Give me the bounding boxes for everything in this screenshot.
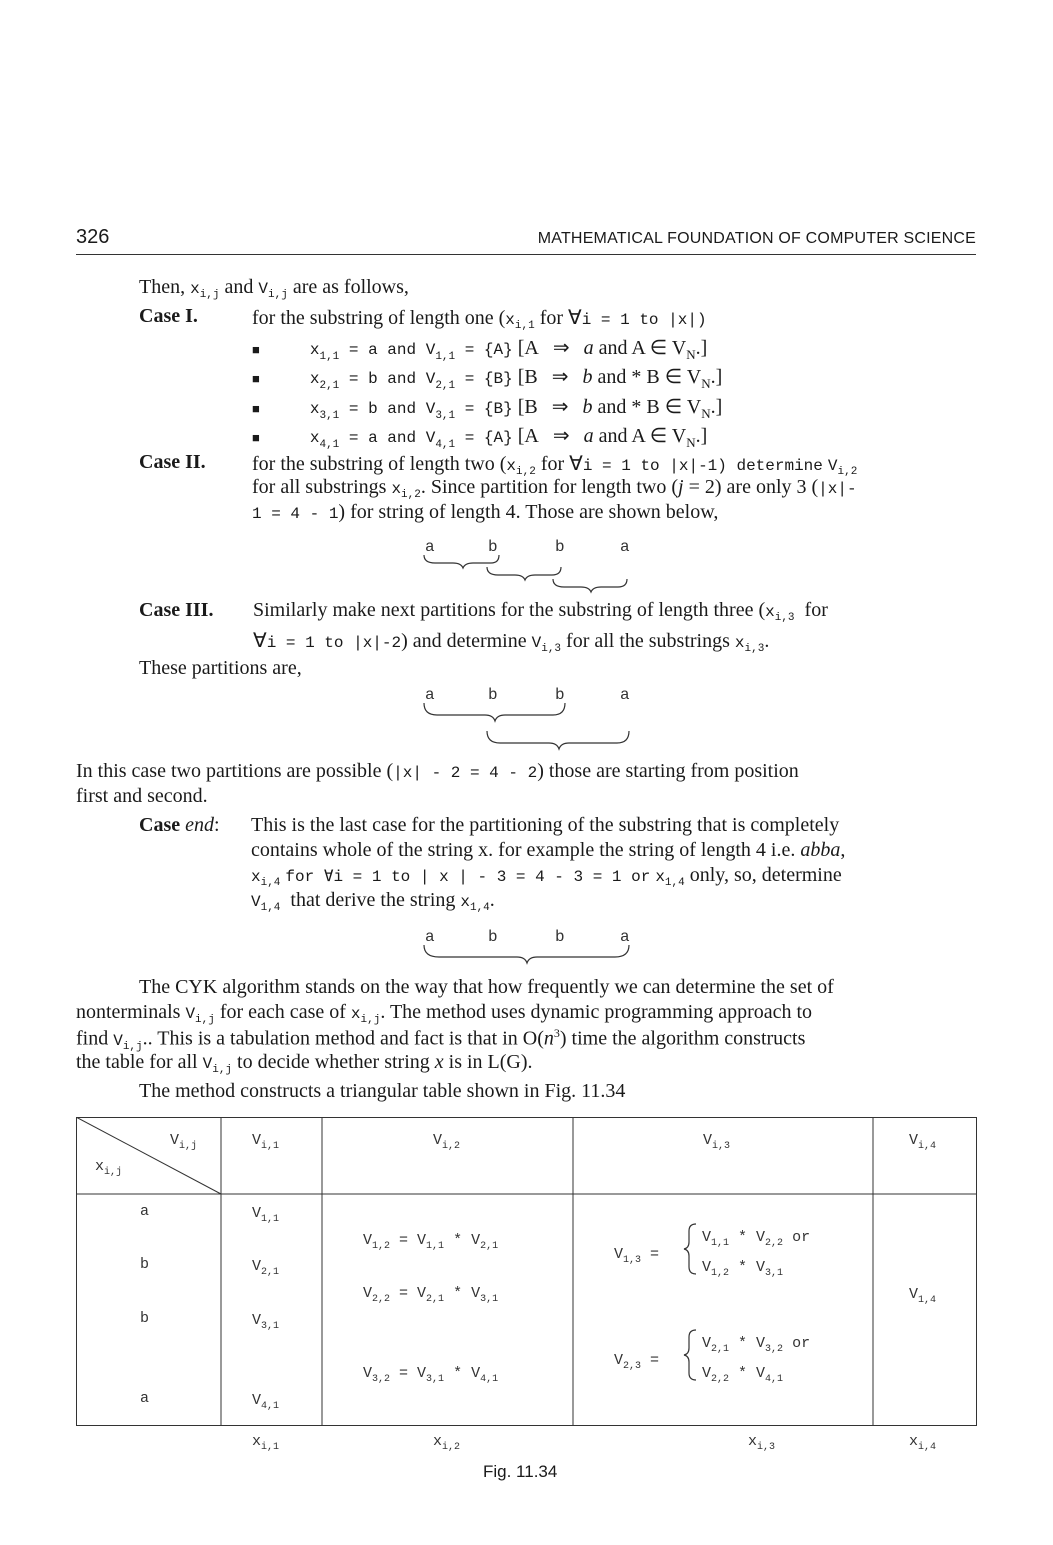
letter-1: a <box>425 928 435 946</box>
corner-v-label: $V_{i,j}$ <box>170 1132 198 1152</box>
col-header-3: $V_{i,3}$ <box>703 1132 731 1152</box>
brace-1 <box>424 945 629 963</box>
table-intro: The method constructs a triangular table shown in Fig. 11.34 <box>139 1080 626 1102</box>
v-3-2-formula: $V_{3,2} = V_{3,1} * V_{4,1}$ <box>363 1365 499 1385</box>
case2-line3: 1 = 4 - 1) for string of length 4. Those are shown below, <box>252 501 719 523</box>
footer-x-3: $x_{i,3}$ <box>748 1433 776 1453</box>
case3-line2: ∀i = 1 to |x|-2) and determine $V_{i,3}$ for all the substrings $x_{i,3}$. <box>253 630 770 656</box>
case2-label: Case II. <box>139 451 206 473</box>
corner-x-label: $x_{i,j}$ <box>95 1158 123 1178</box>
case-end-line3: $x_{i,4}$ for ∀i = 1 to | x | - 3 = 4 - 3 = 1 or $x_{1,4}$ only, so, determine <box>251 864 842 890</box>
figure-caption: Fig. 11.34 <box>483 1462 558 1481</box>
partition-diagram-length-two <box>415 535 645 595</box>
row-label-4: a <box>140 1390 150 1407</box>
v-1-3-lhs: $V_{1,3}$ = <box>614 1246 660 1266</box>
v-2-3-option-2: $V_{2,2} * V_{4,1}$ <box>702 1365 784 1385</box>
case1-bullet-item: ■ $x_{4,1} = a$ and $V_{4,1} = \{A\}$ [A ⇒ a and A ∈ $V_N$.] <box>252 425 708 451</box>
brace-1 <box>424 555 499 568</box>
col-header-2: $V_{i,2}$ <box>433 1132 461 1152</box>
row-label-1: a <box>140 1203 150 1220</box>
col-header-1: $V_{i,1}$ <box>252 1132 280 1152</box>
case-end-line1: This is the last case for the partitioning of the substring that is completely <box>251 814 840 836</box>
partitions-intro: These partitions are, <box>139 657 302 679</box>
case-end-line4: $V_{1,4}$ that derive the string $x_{1,4}$. <box>251 889 495 915</box>
letter-3: b <box>555 538 565 556</box>
case1-bullet-item: ■ $x_{3,1} = b$ and $V_{3,1} = \{B\}$ [B ⇒ b and * B ∈ $V_N$.] <box>252 396 723 422</box>
bullet-square-icon: ■ <box>252 342 260 357</box>
letter-3: b <box>555 928 565 946</box>
v-4-1-cell: $V_{4,1}$ <box>252 1392 280 1412</box>
cyk-line3: find $V_{i,j}$.. This is a tabulation method and fact is that in $O(n^3)$ time the algorithm constructs <box>76 1026 806 1053</box>
row-label-3: b <box>140 1310 150 1327</box>
cyk-table-grid <box>76 1117 978 1427</box>
v-2-2-formula: $V_{2,2} = V_{2,1} * V_{3,1}$ <box>363 1285 499 1305</box>
two-partitions-line2: first and second. <box>76 785 208 807</box>
two-partitions-line1: In this case two partitions are possible (|x| - 2 = 4 - 2) those are starting from position <box>76 760 799 782</box>
case2-line2: for all substrings $x_{i,2}$. Since partition for length two (j = 2) are only 3 (|x|- <box>252 476 857 502</box>
page-number: 326 <box>76 226 110 248</box>
case2-line1: for the substring of length two ($x_{i,2}$ for ∀i = 1 to |x|-1) determine $V_{i,2}$ <box>252 453 858 479</box>
bullet-square-icon: ■ <box>252 371 260 386</box>
v-2-3-option-1: $V_{2,1} * V_{3,2}$ or <box>702 1335 811 1355</box>
v-1-3-option-1: $V_{1,1} * V_{2,2}$ or <box>702 1229 811 1249</box>
letter-4: a <box>620 538 630 556</box>
brace-3 <box>553 579 627 592</box>
brace-2 <box>487 567 561 580</box>
v-3-1-cell: $V_{3,1}$ <box>252 1312 280 1332</box>
row-label-2: b <box>140 1256 150 1273</box>
footer-x-2: $x_{i,2}$ <box>433 1433 461 1453</box>
case1-text: for the substring of length one ($x_{i,1}$ for ∀i = 1 to |x|) <box>252 307 707 333</box>
header-rule <box>76 254 976 255</box>
case3-line1: Similarly make next partitions for the substring of length three ($x_{i,3}$ for <box>253 599 828 625</box>
footer-x-1: $x_{i,1}$ <box>252 1433 280 1453</box>
letter-1: a <box>425 686 435 704</box>
letter-4: a <box>620 928 630 946</box>
case1-label: Case I. <box>139 305 198 327</box>
col-header-4: $V_{i,4}$ <box>909 1132 937 1152</box>
cyk-line4: the table for all $V_{i,j}$ to decide whether string x is in L(G). <box>76 1051 533 1077</box>
letter-4: a <box>620 686 630 704</box>
partition-diagram-length-three <box>415 683 645 755</box>
v-1-1-cell: $V_{1,1}$ <box>252 1205 280 1225</box>
case-end-label: Case end: <box>139 814 220 836</box>
letter-2: b <box>488 928 498 946</box>
footer-x-4: $x_{i,4}$ <box>909 1433 937 1453</box>
v-2-1-cell: $V_{2,1}$ <box>252 1258 280 1278</box>
letter-1: a <box>425 538 435 556</box>
brace-1 <box>424 703 565 721</box>
case-end-line2: contains whole of the string x. for example the string of length 4 i.e. abba, <box>251 839 846 861</box>
intro-line: Then, $x_{i,j}$ and $V_{i,j}$ are as follows, <box>139 276 409 302</box>
letter-2: b <box>488 686 498 704</box>
bullet-square-icon: ■ <box>252 401 260 416</box>
cyk-line1: The CYK algorithm stands on the way that how frequently we can determine the set of <box>139 976 834 998</box>
brace-2 <box>487 731 629 749</box>
v-1-3-option-2: $V_{1,2} * V_{3,1}$ <box>702 1259 784 1279</box>
v-1-4-cell: $V_{1,4}$ <box>909 1286 937 1306</box>
v-2-3-lhs: $V_{2,3}$ = <box>614 1352 660 1372</box>
cyk-line2: nonterminals $V_{i,j}$ for each case of $x_{i,j}$. The method uses dynamic programming approach to <box>76 1001 813 1027</box>
running-title: MATHEMATICAL FOUNDATION OF COMPUTER SCIENCE <box>537 230 976 247</box>
case3-label: Case III. <box>139 599 214 621</box>
letter-3: b <box>555 686 565 704</box>
case1-bullet-item: ■ $x_{1,1} = a$ and $V_{1,1} = \{A\}$ [A ⇒ a and A ∈ $V_N$.] <box>252 337 708 363</box>
v-1-2-formula: $V_{1,2} = V_{1,1} * V_{2,1}$ <box>363 1232 499 1252</box>
letter-2: b <box>488 538 498 556</box>
partition-diagram-length-four <box>415 925 645 965</box>
bullet-square-icon: ■ <box>252 430 260 445</box>
case1-bullet-item: ■ $x_{2,1} = b$ and $V_{2,1} = \{B\}$ [B ⇒ b and * B ∈ $V_N$.] <box>252 366 723 392</box>
